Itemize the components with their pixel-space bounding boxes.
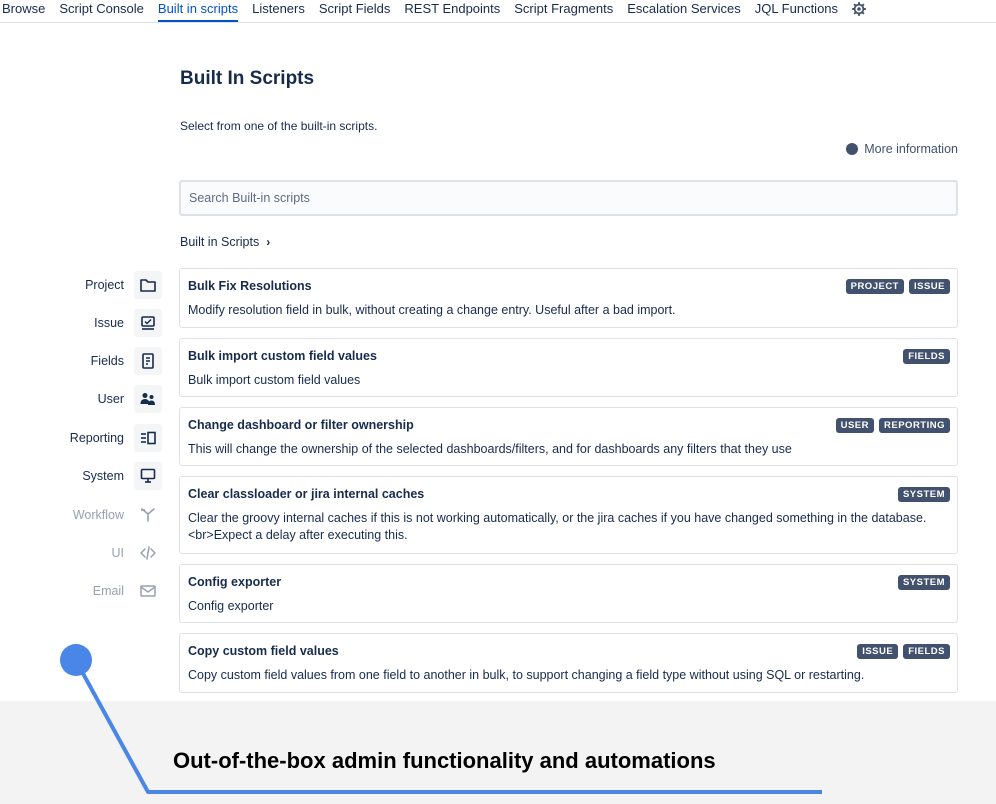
tag-list: [893, 487, 950, 502]
category-user[interactable]: [0, 384, 162, 414]
script-description: Modify resolution field in bulk, without creating a change entry. Useful after a bad import.: [188, 303, 676, 317]
nav-browse[interactable]: Browse: [2, 1, 46, 16]
folder-icon: [134, 271, 162, 299]
tag-badge: REPORTING: [879, 418, 950, 433]
monitor-icon: [134, 462, 162, 490]
category-label: Project: [85, 278, 124, 292]
category-label: UI: [111, 546, 124, 560]
category-label: System: [82, 469, 124, 483]
more-information-link[interactable]: [846, 142, 958, 156]
page-subtitle: Select from one of the built-in scripts.: [180, 119, 378, 133]
category-fields[interactable]: [0, 346, 162, 376]
tag-list: [893, 575, 950, 590]
nav-script-fields[interactable]: Script Fields: [318, 1, 391, 16]
script-description: Clear the groovy internal caches if this is not working automatically, or the jira caches if you have changed something in the database.<br>Expect a delay after executing this.: [188, 511, 927, 542]
code-icon: [134, 539, 162, 567]
script-card[interactable]: [179, 268, 958, 328]
script-description: Copy custom field values from one field to another in bulk, to support changing a field type without using SQL or restarting.: [188, 668, 865, 682]
script-card[interactable]: [179, 407, 958, 466]
tag-badge: PROJECT: [846, 279, 904, 294]
category-label: Issue: [94, 316, 124, 330]
nav-divider: [0, 22, 996, 23]
script-card[interactable]: [179, 564, 958, 623]
callout-dot: [60, 644, 92, 676]
tag-badge: FIELDS: [903, 644, 950, 659]
category-label: Reporting: [69, 431, 124, 445]
issue-icon: [134, 309, 162, 337]
tag-list: [841, 279, 950, 294]
tag-badge: FIELDS: [903, 349, 950, 364]
breadcrumb[interactable]: [180, 235, 270, 249]
category-label: Email: [92, 584, 124, 598]
script-title: Config exporter: [188, 575, 282, 589]
category-label: User: [97, 392, 124, 406]
script-title: Change dashboard or filter ownership: [188, 418, 414, 432]
tag-badge: SYSTEM: [898, 575, 950, 590]
email-icon: [134, 577, 162, 605]
category-system[interactable]: [0, 461, 162, 491]
nav-rest-endpoints[interactable]: REST Endpoints: [404, 1, 501, 16]
tag-badge: ISSUE: [857, 644, 898, 659]
tag-badge: USER: [836, 418, 874, 433]
caption-text: Out-of-the-box admin functionality and automations: [173, 748, 716, 773]
script-title: Bulk import custom field values: [188, 349, 377, 363]
script-card[interactable]: [179, 476, 958, 554]
category-label: Workflow: [72, 508, 124, 522]
category-project[interactable]: [0, 270, 162, 300]
info-icon: [846, 143, 858, 155]
script-card[interactable]: [179, 633, 958, 693]
breadcrumb-label: Built in Scripts: [180, 235, 260, 249]
script-title: Copy custom field values: [188, 644, 339, 658]
top-navigation: [0, 0, 996, 22]
fields-icon: [134, 347, 162, 375]
tag-list: [852, 644, 950, 659]
script-description: Bulk import custom field values: [188, 373, 361, 387]
tag-list: [831, 418, 950, 433]
workflow-icon: [134, 501, 162, 529]
category-email[interactable]: [0, 576, 162, 606]
chevron-right-icon: ›: [266, 235, 271, 249]
tag-list: [898, 349, 950, 364]
category-reporting[interactable]: [0, 423, 162, 453]
more-information-label: More information: [864, 142, 958, 156]
search-input[interactable]: [179, 180, 958, 216]
category-ui[interactable]: [0, 538, 162, 568]
script-description: This will change the ownership of the selected dashboards/filters, and for dashboards any filters that they use: [188, 442, 792, 456]
script-title: Bulk Fix Resolutions: [188, 279, 312, 293]
gear-icon[interactable]: [852, 2, 866, 16]
nav-built-in-scripts[interactable]: Built in scripts: [158, 0, 238, 22]
tag-badge: ISSUE: [909, 279, 950, 294]
category-workflow[interactable]: [0, 500, 162, 530]
category-label: Fields: [90, 354, 124, 368]
reporting-icon: [134, 424, 162, 452]
nav-jql-functions[interactable]: JQL Functions: [754, 1, 839, 16]
page-title: Built In Scripts: [180, 68, 315, 89]
script-title: Clear classloader or jira internal caches: [188, 487, 425, 501]
nav-script-fragments[interactable]: Script Fragments: [514, 1, 614, 16]
tag-badge: SYSTEM: [898, 487, 950, 502]
script-card[interactable]: [179, 338, 958, 397]
users-icon: [134, 385, 162, 413]
nav-script-console[interactable]: Script Console: [59, 1, 144, 16]
script-description: Config exporter: [188, 599, 274, 613]
category-issue[interactable]: [0, 308, 162, 338]
nav-listeners[interactable]: Listeners: [252, 1, 305, 16]
nav-escalation-services[interactable]: Escalation Services: [627, 1, 741, 16]
